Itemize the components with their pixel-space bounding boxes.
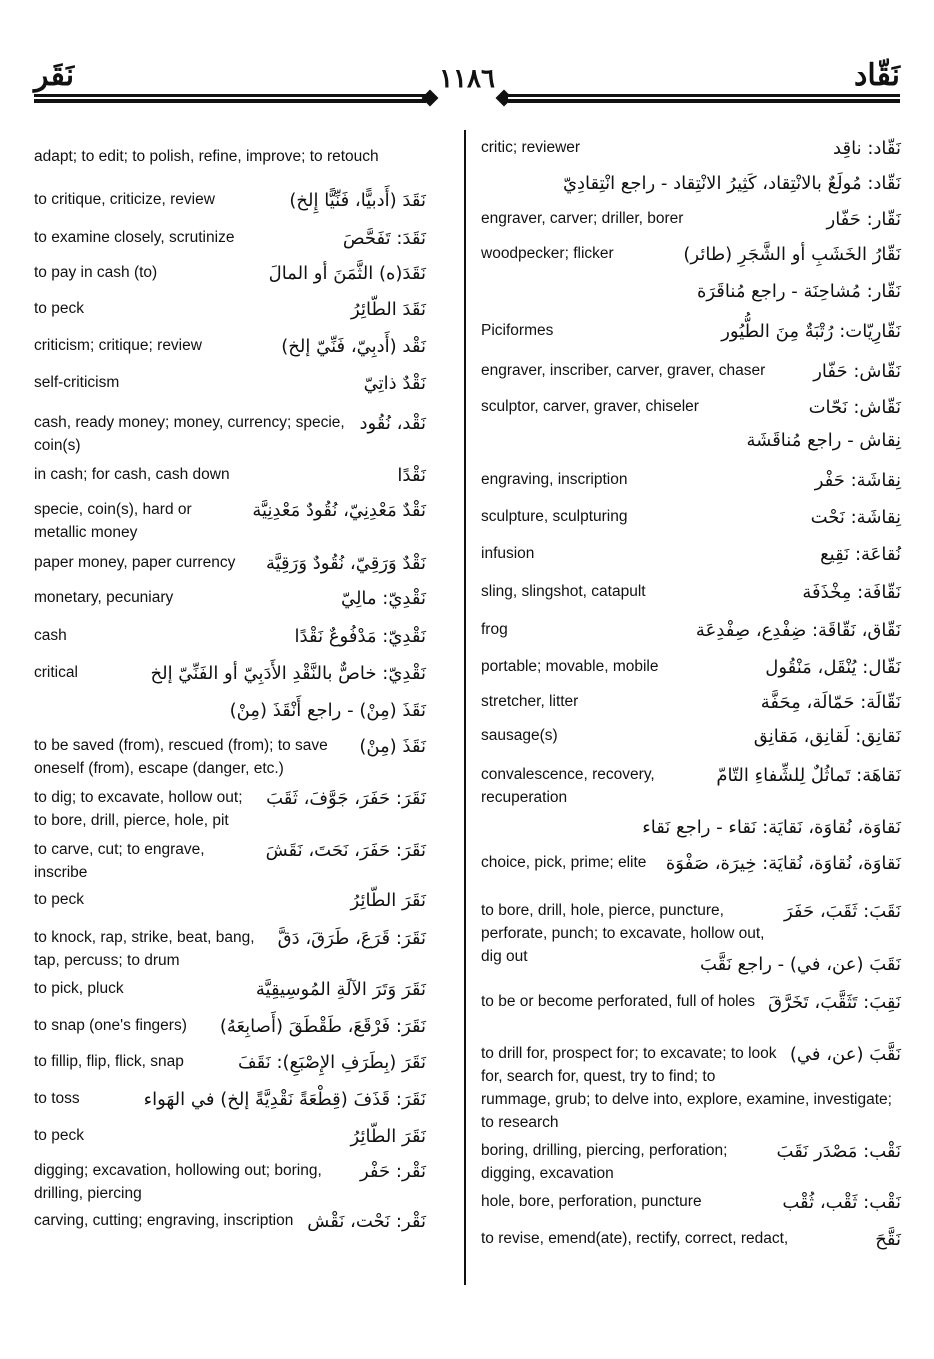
arabic-headword: نَقَدَ (أَدبيًّا، فَنِّيًّا إِلخ) (289, 190, 426, 211)
english-definition: to toss (34, 1090, 80, 1107)
arabic-headword: نَقّار: مُشاحِنَة - راجع مُناقَرَة (696, 281, 901, 302)
arabic-headword: نَقّاد: ناقِد (833, 138, 901, 159)
dictionary-entry (34, 371, 426, 397)
english-definition: to dig; to excavate, hollow out; to bore, drill, pierce, hole, pit (34, 789, 243, 829)
english-definition: boring, drilling, piercing, perforation; digging, excavation (481, 1142, 728, 1182)
arabic-headword: نَقْدِيّ: مَدْفُوعٌ نَقْدًا (294, 626, 426, 647)
dictionary-entry (481, 171, 901, 197)
arabic-headword: نَقَرَ: قَرَعَ، طَرَقَ، دَقَّ (277, 928, 426, 949)
arabic-headword: نَقْدٌ وَرَقِيّ، نُقُودٌ وَرَقِيَّة (265, 553, 426, 574)
dictionary-entry (481, 468, 901, 494)
dictionary-entry (34, 1209, 426, 1235)
dictionary-entry (34, 261, 426, 287)
dictionary-entry (481, 1190, 901, 1216)
dictionary-entry (481, 815, 901, 841)
arabic-headword: نَقْد (أَدبِيّ، فَنِّيّ إلخ) (281, 336, 426, 357)
dictionary-entry (481, 1227, 901, 1253)
arabic-headword: نِقاش - راجع مُناقَشَة (746, 430, 901, 451)
english-definition: cash, ready money; money, currency; specie, coin(s) (34, 414, 345, 454)
dictionary-entry (34, 926, 426, 972)
arabic-headword: نَقْدِيّ: خاصٌّ بالنَّقْدِ الأَدَبِيّ أو الفَنِّيّ إلخ (150, 663, 426, 684)
english-definition: sausage(s) (481, 727, 558, 744)
english-definition: stretcher, litter (481, 693, 579, 710)
dictionary-entry (34, 661, 426, 687)
dictionary-entry (481, 724, 901, 750)
arabic-headword: نَقَّبَ (عن، في) (789, 1044, 901, 1065)
arabic-headword: نَقْد، نُقُود (359, 413, 426, 434)
english-definition: to be saved (from), rescued (from); to save oneself (from), escape (danger, etc.) (34, 737, 328, 777)
dictionary-entry (481, 580, 901, 606)
arabic-headword: نَقاوَة، نُقاوَة، نُقايَة: خِيرَة، صَفْوَة (665, 853, 901, 874)
dictionary-entry (481, 618, 901, 644)
dictionary-entry (481, 505, 901, 531)
english-definition: to be or become perforated, full of holes (481, 993, 755, 1010)
arabic-headword: نَقَرَ: فَرْقَعَ، طَقْطَقَ (أَصابِعَهُ) (219, 1016, 426, 1037)
english-definition: to peck (34, 300, 84, 317)
arabic-headword: نَقَرَ: قَذَفَ (قِطْعَةً نَقْدِيَّةً إلخ) في الهَواء (143, 1089, 426, 1110)
english-definition: Piciformes (481, 322, 554, 339)
dictionary-entry (481, 428, 901, 454)
english-definition: adapt; to edit; to polish, refine, improve; to retouch (34, 148, 379, 165)
english-definition: sling, slingshot, catapult (481, 583, 646, 600)
arabic-headword: نَقّاش: نَحّات (808, 397, 901, 418)
dictionary-entry (481, 655, 901, 681)
english-definition: carving, cutting; engraving, inscription (34, 1212, 294, 1229)
english-definition: in cash; for cash, cash down (34, 466, 230, 483)
arabic-headword: نَقْر: نَحْت، نَقْش (307, 1211, 426, 1232)
dictionary-entry (34, 1124, 426, 1150)
arabic-headword: نِقاشَة: حَفْر (814, 470, 901, 491)
english-definition: to examine closely, scrutinize (34, 229, 235, 246)
column-divider (464, 130, 466, 1285)
dictionary-entry (34, 334, 426, 360)
arabic-headword: نَقّارِيّات: رُتْبَةٌ مِنَ الطُّيُور (721, 321, 901, 342)
arabic-headword: نَقْدِيّ: مالِيّ (340, 588, 426, 609)
arabic-headword: نَقَرَ وَتَرَ الآلَةِ المُوسِيقِيَّة (255, 979, 426, 1000)
english-definition: engraving, inscription (481, 471, 628, 488)
arabic-headword: نَقَرَ الطّائِرُ (350, 1126, 426, 1147)
dictionary-entry (481, 851, 901, 877)
dictionary-entry (481, 319, 901, 345)
arabic-headword: نَقّافَة: مِخْذَفَة (802, 582, 901, 603)
english-definition: to peck (34, 1127, 84, 1144)
english-definition: to pay in cash (to) (34, 264, 158, 281)
dictionary-entry (34, 586, 426, 612)
english-definition: infusion (481, 545, 535, 562)
english-definition: digging; excavation, hollowing out; boring, drilling, piercing (34, 1162, 322, 1202)
dictionary-entry (34, 411, 426, 457)
arabic-headword: نَقَدَ(ه) الثَّمَنَ أو المالَ (268, 263, 426, 284)
arabic-headword: نَقَدَ الطّائِرُ (351, 299, 426, 320)
dictionary-entry (34, 1087, 426, 1113)
english-definition: to knock, rap, strike, beat, bang, tap, percuss; to drum (34, 929, 255, 969)
english-definition: to bore, drill, hole, pierce, puncture, perforate, punch; to excavate, hollow out, dig out (481, 902, 765, 965)
english-definition: to drill for, prospect for; to excavate; to look for, search for, quest, try to find; to rummage, grub; to delve into, explore, examine, investigate; to research (481, 1045, 892, 1131)
arabic-headword: نَقَذَ (مِنْ) (359, 736, 426, 757)
english-definition: to fillip, flip, flick, snap (34, 1053, 184, 1070)
english-definition: frog (481, 621, 508, 638)
arabic-headword: نَقانِق: لَقانِق، مَقانِق (753, 726, 901, 747)
dictionary-entry (34, 1014, 426, 1040)
dictionary-entry (34, 188, 426, 214)
arabic-headword: نَقَرَ الطّائِرُ (350, 890, 426, 911)
dictionary-entry (34, 977, 426, 1003)
english-definition: to revise, emend(ate), rectify, correct, redact, (481, 1230, 789, 1247)
dictionary-entry (481, 763, 901, 809)
dictionary-entry (34, 838, 426, 884)
arabic-headword: نَقاوَة، نُقاوَة، نَقايَة: نَقاء - راجع نَقاء (642, 817, 901, 838)
english-definition: critic; reviewer (481, 139, 581, 156)
arabic-headword: نَقْر: حَفْر (360, 1161, 426, 1182)
arabic-headword: نَقْدًا (397, 465, 426, 486)
header-rule-left (34, 94, 426, 103)
arabic-headword: نَقَبَ: ثَقَبَ، حَفَرَ (783, 901, 901, 922)
dictionary-entry (481, 990, 901, 1016)
english-definition: to carve, cut; to engrave, inscribe (34, 841, 205, 881)
headword-right: نَقّاد (853, 59, 900, 92)
dictionary-entry (34, 463, 426, 489)
arabic-headword: نَقّالَة: حَمّالَة، مِحَفَّة (760, 692, 901, 713)
arabic-headword: نَقّار: حَفّار (826, 209, 901, 230)
arabic-headword: نَقْدٌ مَعْدِنِيّ، نُقُودٌ مَعْدِنِيَّة (252, 500, 426, 521)
english-definition: sculpture, sculpturing (481, 508, 628, 525)
dictionary-entry (34, 888, 426, 914)
arabic-headword: نَقْب: ثَقْب، ثُقْب (782, 1192, 901, 1213)
arabic-headword: نَقَّحَ (875, 1229, 901, 1250)
dictionary-entry (481, 359, 901, 385)
english-definition: convalescence, recovery, recuperation (481, 766, 655, 806)
dictionary-entry (481, 279, 901, 305)
english-definition: specie, coin(s), hard or metallic money (34, 501, 192, 541)
english-definition: woodpecker; flicker (481, 245, 614, 262)
dictionary-entry (34, 551, 426, 577)
dictionary-entry (34, 297, 426, 323)
arabic-headword: نَقاهَة: تَماثُلٌ لِلشِّفاءِ التّامّ (716, 765, 901, 786)
arabic-headword: نَقَرَ (بِطَرَفِ الإِصْبَعِ): نَقَفَ (238, 1052, 426, 1073)
dictionary-entry (481, 1042, 901, 1134)
dictionary-entry (481, 207, 901, 233)
dictionary-entry (481, 395, 901, 421)
dictionary-entry (34, 498, 426, 544)
english-definition: criticism; critique; review (34, 337, 202, 354)
arabic-headword: نَقَبَ (عن، في) - راجع نَقَّبَ (700, 954, 901, 975)
arabic-headword: نَقَدَ: تَفَحَّصَ (342, 228, 426, 249)
headword-left: نَقَر (34, 59, 75, 92)
dictionary-entry (34, 1159, 426, 1205)
arabic-headword: نَقّاش: حَفّار (813, 361, 901, 382)
english-definition: sculptor, carver, graver, chiseler (481, 398, 699, 415)
english-definition: cash (34, 627, 67, 644)
english-definition: to critique, criticize, review (34, 191, 215, 208)
dictionary-entry (481, 1139, 901, 1185)
arabic-headword: نِقاشَة: نَحْت (810, 507, 901, 528)
english-definition: choice, pick, prime; elite (481, 854, 647, 871)
dictionary-entry (481, 952, 901, 978)
dictionary-entry (34, 786, 426, 832)
arabic-headword: نَقَرَ: حَفَرَ، جَوَّفَ، ثَقَبَ (266, 788, 426, 809)
english-definition: engraver, carver; driller, borer (481, 210, 684, 227)
arabic-headword: نَقَرَ: حَفَرَ، نَحَتَ، نَقَشَ (265, 840, 426, 861)
dictionary-entry (34, 734, 426, 780)
arabic-headword: نَقْب: مَصْدَر نَقَبَ (776, 1141, 901, 1162)
dictionary-entry (34, 145, 426, 168)
dictionary-entry (481, 242, 901, 268)
header-rule-right (508, 94, 900, 103)
dictionary-entry (481, 690, 901, 716)
arabic-headword: نَقّاق، نَقّاقَة: ضِفْدِع، صِفْدِعَة (695, 620, 901, 641)
english-definition: critical (34, 664, 78, 681)
english-definition: engraver, inscriber, carver, graver, chaser (481, 362, 766, 379)
arabic-headword: نَقّارُ الخَشَبِ أو الشَّجَرِ (طائر) (683, 244, 901, 265)
english-definition: self-criticism (34, 374, 120, 391)
arabic-headword: نَقْدٌ ذاتِيّ (363, 373, 426, 394)
arabic-headword: نَقِبَ: تَثَقَّبَ، تَخَرَّقَ (768, 992, 901, 1013)
dictionary-entry (34, 1050, 426, 1076)
english-definition: monetary, pecuniary (34, 589, 174, 606)
arabic-headword: نَقّاد: مُولَعٌ بالانْتِقاد، كَثِيرُ الانْتِقاد - راجع انْتِقادِيّ (562, 173, 901, 194)
english-definition: to snap (one's fingers) (34, 1017, 187, 1034)
dictionary-entry (481, 542, 901, 568)
arabic-headword: نَقّال: يُنْقَل، مَنْقُول (765, 657, 901, 678)
arabic-headword: نُقاعَة: نَقِيع (820, 544, 901, 565)
dictionary-entry (34, 698, 426, 724)
dictionary-entry (34, 226, 426, 252)
english-definition: portable; movable, mobile (481, 658, 659, 675)
english-definition: hole, bore, perforation, puncture (481, 1193, 702, 1210)
english-definition: paper money, paper currency (34, 554, 236, 571)
arabic-headword: نَقَذَ (مِنْ) - راجع أَنْقَذَ (مِنْ) (229, 700, 426, 721)
dictionary-entry (481, 136, 901, 162)
english-definition: to peck (34, 891, 84, 908)
page-number: ١١٨٦ (439, 64, 495, 93)
dictionary-entry (34, 624, 426, 650)
english-definition: to pick, pluck (34, 980, 124, 997)
